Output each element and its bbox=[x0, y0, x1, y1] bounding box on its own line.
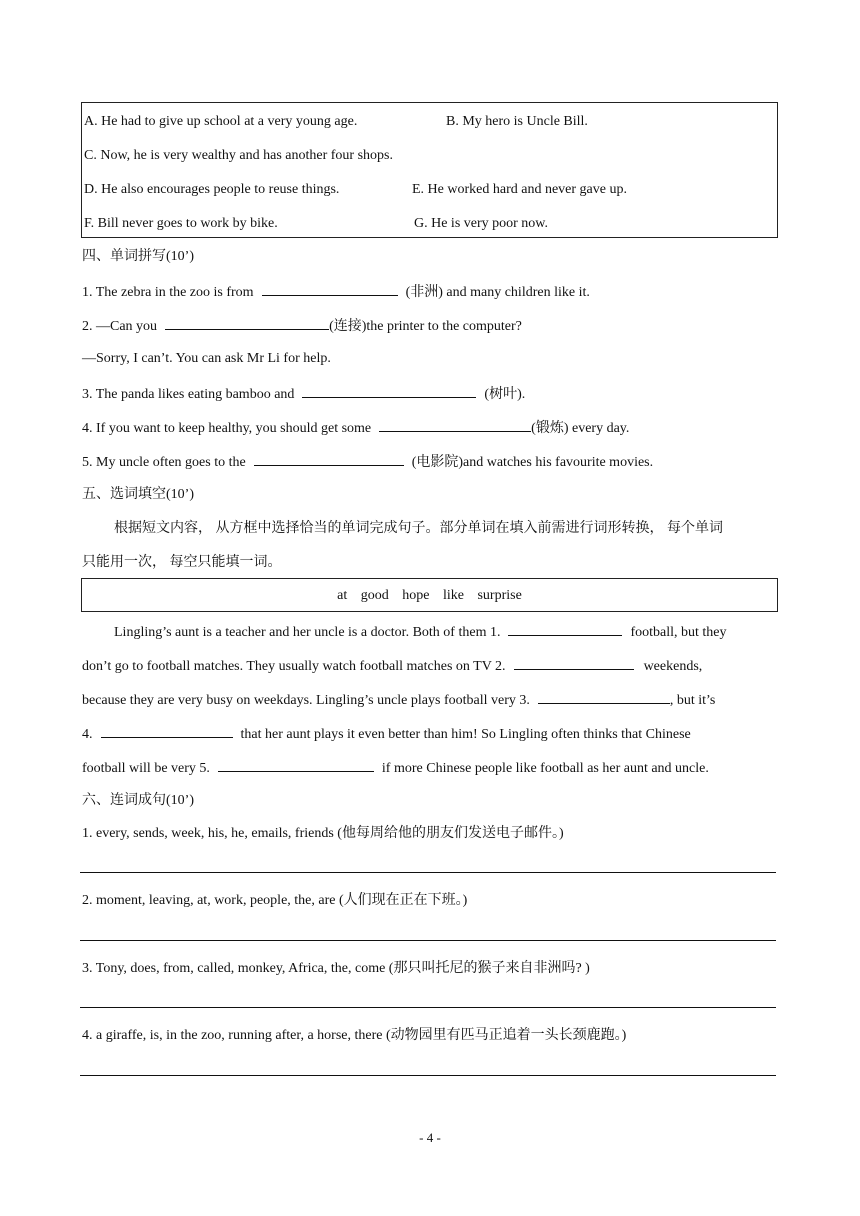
answer-blank[interactable] bbox=[302, 384, 476, 398]
s4-q2-text: 2. —Can you bbox=[82, 319, 158, 334]
s4-q4-hint: (锻炼) every day. bbox=[531, 421, 630, 436]
s4-q1-hint: (非洲) and many children like it. bbox=[405, 285, 590, 300]
word-bank: at good hope like surprise bbox=[337, 588, 522, 603]
answer-line-3[interactable] bbox=[80, 1007, 776, 1008]
option-c: C. Now, he is very wealthy and has another four shops. bbox=[84, 148, 393, 163]
s4-q5-hint: (电影院)and watches his favourite movies. bbox=[411, 455, 654, 470]
passage-text: because they are very busy on weekdays. Lingling’s uncle plays football very 3. bbox=[82, 693, 530, 708]
passage-text: that her aunt plays it even better than him! So Lingling often thinks that Chinese bbox=[240, 727, 691, 742]
answer-blank[interactable] bbox=[254, 452, 404, 466]
s4-q1-text: 1. The zebra in the zoo is from bbox=[82, 285, 254, 300]
option-g: G. He is very poor now. bbox=[414, 216, 549, 231]
s5-passage-line5 bbox=[82, 758, 709, 778]
s5-passage-line2 bbox=[82, 656, 702, 676]
answer-blank-3[interactable] bbox=[538, 690, 670, 704]
s6-question-3: 3. Tony, does, from, called, monkey, Africa, the, come (那只叫托尼的猴子来自非洲吗? ) bbox=[82, 961, 590, 976]
passage-text: , but it’s bbox=[669, 693, 716, 708]
passage-text: Lingling’s aunt is a teacher and her uncle is a doctor. Both of them 1. bbox=[114, 625, 501, 640]
answer-blank-1[interactable] bbox=[508, 622, 622, 636]
word-bank-box bbox=[81, 578, 778, 612]
answer-blank-5[interactable] bbox=[218, 758, 374, 772]
passage-text: 4. bbox=[82, 727, 93, 742]
s5-instruction-line1: 根据短文内容， 从方框中选择恰当的单词完成句子。部分单词在填入前需进行词形转换， 每个单词 bbox=[114, 521, 723, 536]
s6-question-2: 2. moment, leaving, at, work, people, the, are (人们现在正在下班。) bbox=[82, 893, 468, 908]
s4-q5-text: 5. My uncle often goes to the bbox=[82, 455, 246, 470]
option-e: E. He worked hard and never gave up. bbox=[412, 182, 627, 197]
passage-text: weekends, bbox=[643, 659, 703, 674]
s4-question-1 bbox=[82, 282, 590, 302]
passage-text: if more Chinese people like football as her aunt and uncle. bbox=[381, 761, 709, 776]
s4-question-2-reply: —Sorry, I can’t. You can ask Mr Li for help. bbox=[82, 351, 331, 366]
page-number: - 4 - bbox=[419, 1130, 441, 1145]
s6-question-1: 1. every, sends, week, his, he, emails, friends (他每周给他的朋友们发送电子邮件。) bbox=[82, 826, 564, 841]
s4-question-2 bbox=[82, 316, 522, 336]
s4-q3-hint: (树叶). bbox=[484, 387, 526, 402]
option-d: D. He also encourages people to reuse things. bbox=[84, 182, 340, 197]
answer-blank[interactable] bbox=[165, 316, 329, 330]
s5-instruction-line2: 只能用一次， 每空只能填一词。 bbox=[82, 555, 282, 570]
passage-text: don’t go to football matches. They usually watch football matches on TV 2. bbox=[82, 659, 506, 674]
s4-q3-text: 3. The panda likes eating bamboo and bbox=[82, 387, 295, 402]
s6-question-4: 4. a giraffe, is, in the zoo, running after, a horse, there (动物园里有匹马正追着一头长颈鹿跑。) bbox=[82, 1028, 627, 1043]
answer-line-4[interactable] bbox=[80, 1075, 776, 1076]
s4-question-3 bbox=[82, 384, 525, 404]
passage-text: football will be very 5. bbox=[82, 761, 210, 776]
s4-q2-hint: (连接)the printer to the computer? bbox=[329, 319, 522, 334]
answer-blank[interactable] bbox=[262, 282, 398, 296]
s4-question-5 bbox=[82, 452, 653, 472]
section4-heading: 四、单词拼写(10’) bbox=[82, 249, 194, 264]
s5-passage-line1 bbox=[114, 622, 727, 642]
answer-blank-4[interactable] bbox=[101, 724, 233, 738]
answer-line-1[interactable] bbox=[80, 872, 776, 873]
section6-heading: 六、连词成句(10’) bbox=[82, 793, 194, 808]
passage-text: football, but they bbox=[630, 625, 727, 640]
answer-blank-2[interactable] bbox=[514, 656, 634, 670]
s4-q4-text: 4. If you want to keep healthy, you should get some bbox=[82, 421, 372, 436]
answer-line-2[interactable] bbox=[80, 940, 776, 941]
answer-blank[interactable] bbox=[379, 418, 531, 432]
s5-passage-line4 bbox=[82, 724, 691, 744]
s5-passage-line3 bbox=[82, 690, 715, 710]
options-box bbox=[81, 102, 778, 238]
option-b: B. My hero is Uncle Bill. bbox=[446, 114, 588, 129]
s4-question-4 bbox=[82, 418, 629, 438]
option-a: A. He had to give up school at a very young age. bbox=[84, 114, 358, 129]
option-f: F. Bill never goes to work by bike. bbox=[84, 216, 278, 231]
section5-heading: 五、选词填空(10’) bbox=[82, 487, 194, 502]
